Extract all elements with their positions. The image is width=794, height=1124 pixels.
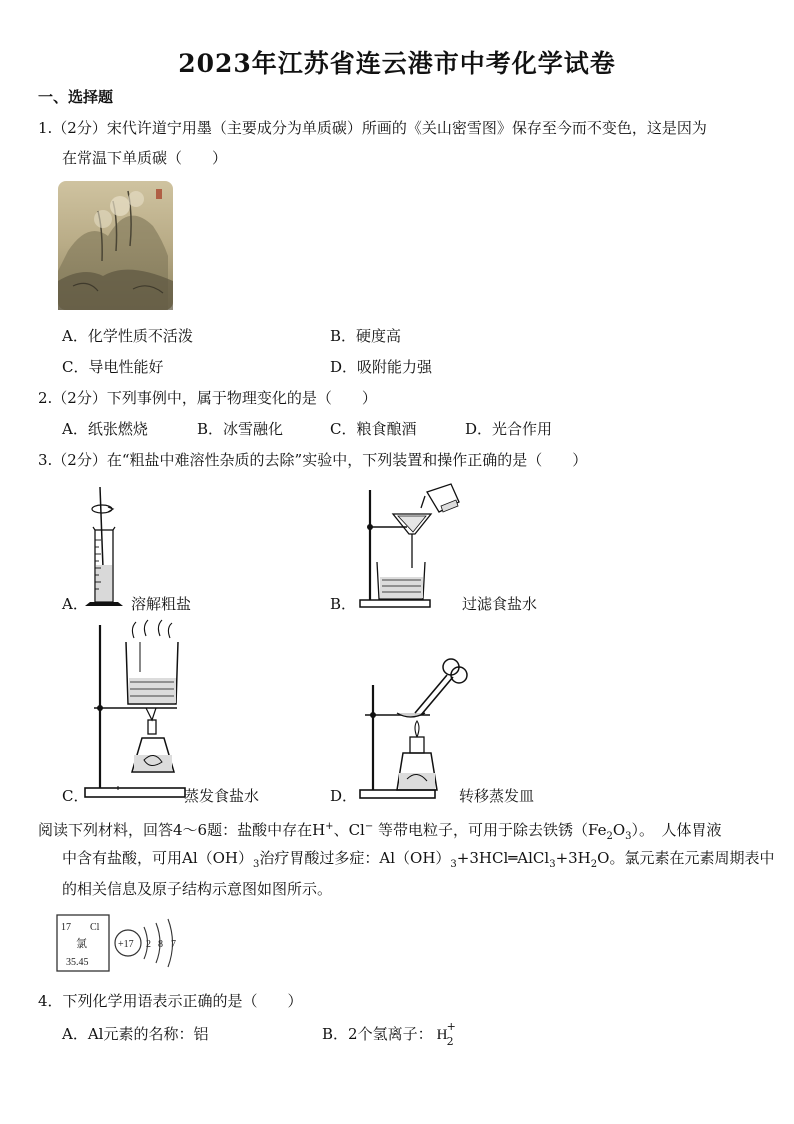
q3-option-d-letter: D． xyxy=(330,787,358,805)
q2-stem: 2.（2分）下列事例中，属于物理变化的是（ ） xyxy=(38,389,377,407)
q1-option-c: C．导电性能好 xyxy=(62,358,164,376)
dissolving-cylinder-figure xyxy=(80,485,140,610)
q3-stem: 3.（2分）在“粗盐中难溶性杂质的去除”实验中，下列装置和操作正确的是（ ） xyxy=(38,451,588,469)
element-atomic-mass: 35.45 xyxy=(66,957,89,968)
q3-option-d-caption: 转移蒸发皿 xyxy=(459,787,535,805)
landscape-painting-image xyxy=(58,181,173,310)
q1-stem-line1: 1.（2分）宋代许道宁用墨（主要成分为单质碳）所画的《关山密雪图》保存至今而不变色，这是因为 xyxy=(38,119,707,137)
nucleus-charge: +17 xyxy=(118,939,134,950)
q2-option-c: C．粮食酿酒 xyxy=(330,420,417,438)
filtration-apparatus-figure xyxy=(355,482,470,610)
element-symbol: Cl xyxy=(90,922,100,933)
q4-option-a: A．Al元素的名称：铝 xyxy=(62,1025,209,1043)
hydrogen-ion-formula-base: H xyxy=(436,1027,448,1043)
element-name: 氯 xyxy=(76,937,87,950)
exam-title: 2023年江苏省连云港市中考化学试卷 xyxy=(178,49,616,78)
electron-shell-3: 7 xyxy=(171,939,176,950)
q3-option-a-letter: A． xyxy=(62,595,88,613)
reading-line3: 的相关信息及原子结构示意图如图所示。 xyxy=(62,880,333,898)
electron-shell-1: 2 xyxy=(146,939,151,950)
q3-option-a-caption: 溶解粗盐 xyxy=(131,595,192,613)
element-atomic-number: 17 xyxy=(61,922,71,933)
q3-option-c-caption: 蒸发食盐水 xyxy=(184,787,260,805)
q3-option-b-letter: B． xyxy=(330,595,357,613)
q3-option-c-letter: C． xyxy=(62,787,89,805)
q1-option-b: B．硬度高 xyxy=(330,327,402,345)
reading-line2: 中含有盐酸，可用$Al(OH)_3$治疗胃酸过多症：$Al(OH)_3+3HCl═AlCl_3+3H_2O$。氯元素在元素周期表中 xyxy=(62,849,775,870)
evaporation-beaker-figure xyxy=(82,620,187,802)
q4-option-b: B．2个氢离子： H + 2 xyxy=(322,1020,456,1048)
chlorine-element-diagram xyxy=(56,913,186,975)
electron-shell-2: 8 xyxy=(158,939,163,950)
crucible-tongs-figure xyxy=(355,655,470,803)
q3-option-b-caption: 过滤食盐水 xyxy=(462,595,538,613)
q1-option-d: D．吸附能力强 xyxy=(330,358,433,376)
section-heading-choice: 一、选择题 xyxy=(38,88,114,106)
q1-stem-line2: 在常温下单质碳（ ） xyxy=(62,149,228,167)
reading-line1: 阅读下列材料，回答4～6题：盐酸中存在H+、Cl− 等带电粒子，可用于除去铁锈$(Fe_2O_3)$。 人体胃液 xyxy=(38,821,722,842)
q2-option-d: D．光合作用 xyxy=(465,420,553,438)
q1-option-a: A．化学性质不活泼 xyxy=(62,327,193,345)
q2-option-a: A．纸张燃烧 xyxy=(62,420,148,438)
q4-stem: 4．下列化学用语表示正确的是（ ） xyxy=(38,992,303,1010)
q2-option-b: B．冰雪融化 xyxy=(197,420,284,438)
